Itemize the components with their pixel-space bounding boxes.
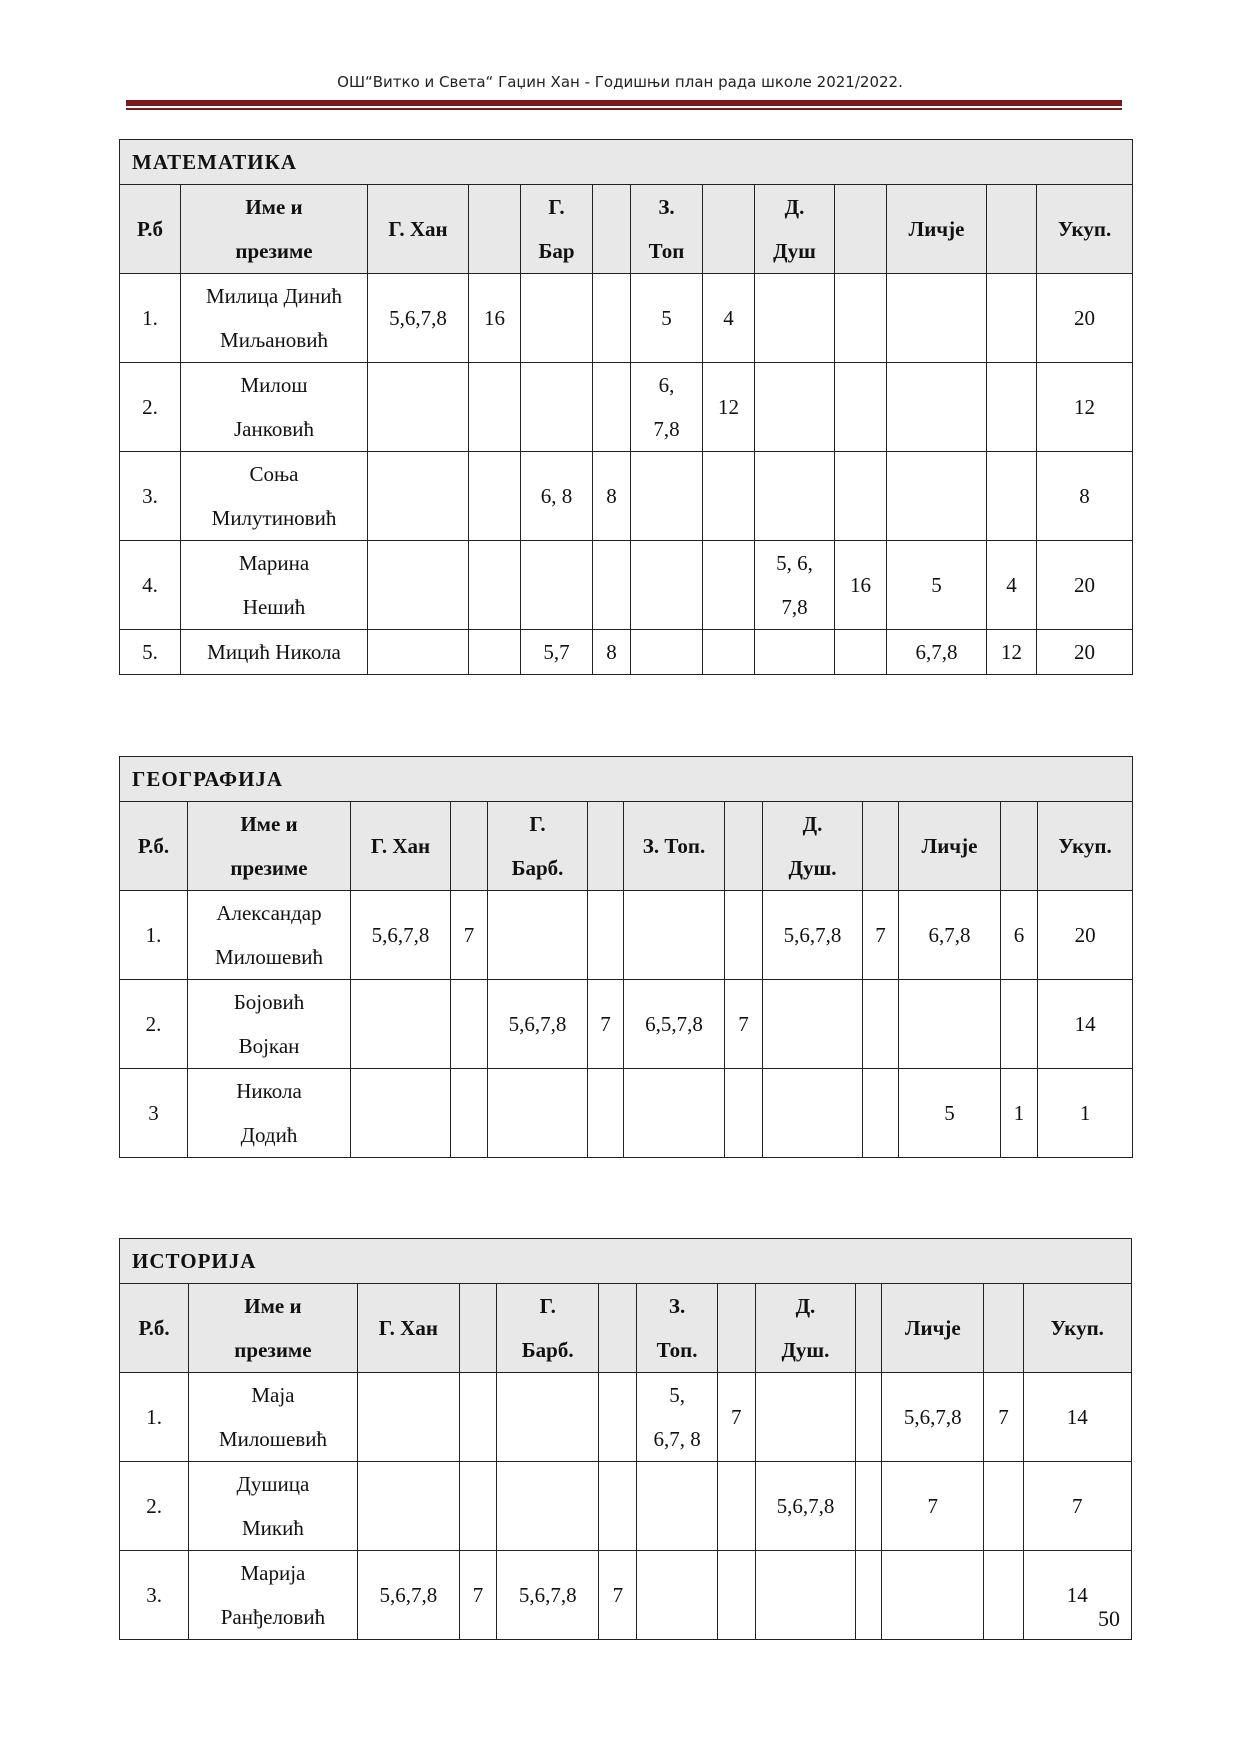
- table-cell: 12: [987, 630, 1037, 675]
- table-row: [120, 980, 1133, 1069]
- header-cell: Г. Бар: [521, 185, 593, 274]
- header-cell: Г. Барб.: [488, 802, 588, 891]
- table-cell: [521, 541, 593, 630]
- table-cell: 5,6,7,8: [763, 891, 863, 980]
- table-cell: [725, 891, 763, 980]
- header-cell: [1001, 802, 1038, 891]
- header-cell: [725, 802, 763, 891]
- table-cell: 2.: [120, 1462, 189, 1551]
- table-cell: 5,6,7,8: [357, 1551, 459, 1640]
- table-cell: 20: [1037, 630, 1133, 675]
- table-cell: 6, 7,8: [631, 363, 703, 452]
- table-row: [120, 363, 1133, 452]
- table-cell: [451, 980, 488, 1069]
- table-istorija: [119, 1238, 1132, 1640]
- table-cell: 7: [717, 1373, 755, 1462]
- table-cell: [887, 363, 987, 452]
- table-cell: [368, 363, 469, 452]
- table-cell: 5,7: [521, 630, 593, 675]
- header-cell: [703, 185, 755, 274]
- table-cell: 1: [1001, 1069, 1038, 1158]
- table-cell: 2.: [120, 363, 181, 452]
- table-cell: 5,6,7,8: [351, 891, 451, 980]
- table-cell: [835, 363, 887, 452]
- table-cell: 8: [593, 630, 631, 675]
- header-cell: Личје: [899, 802, 1001, 891]
- header-cell: З. Топ.: [637, 1284, 717, 1373]
- table-cell: 20: [1037, 274, 1133, 363]
- table-cell: Бојовић Војкан: [188, 980, 351, 1069]
- table-cell: 7: [459, 1551, 496, 1640]
- table-cell: 5, 6, 7,8: [755, 541, 835, 630]
- table-cell: 3.: [120, 452, 181, 541]
- header-cell: [599, 1284, 637, 1373]
- table-cell: [497, 1462, 599, 1551]
- table-cell: 1.: [120, 274, 181, 363]
- table-cell: [882, 1551, 984, 1640]
- table-row: [120, 1551, 1132, 1640]
- table-cell: 7: [863, 891, 899, 980]
- table-cell: [588, 891, 624, 980]
- table-cell: [887, 274, 987, 363]
- header-cell: [469, 185, 521, 274]
- header-cell: Укуп.: [1023, 1284, 1131, 1373]
- header-cell: [588, 802, 624, 891]
- table-cell: 5,6,7,8: [497, 1551, 599, 1640]
- table-cell: 1.: [120, 1373, 189, 1462]
- table-cell: Соња Милутиновић: [181, 452, 368, 541]
- table-cell: Маја Милошевић: [189, 1373, 357, 1462]
- table-cell: 1.: [120, 891, 188, 980]
- table-cell: [351, 1069, 451, 1158]
- header-cell: Личје: [887, 185, 987, 274]
- table-cell: [755, 1551, 855, 1640]
- table-row: [120, 891, 1133, 980]
- table-cell: 8: [1037, 452, 1133, 541]
- table-cell: [351, 980, 451, 1069]
- header-cell: З. Топ: [631, 185, 703, 274]
- table-cell: [631, 452, 703, 541]
- header-cell: Укуп.: [1038, 802, 1133, 891]
- table-cell: 7: [882, 1462, 984, 1551]
- table-cell: 7: [725, 980, 763, 1069]
- table-cell: [703, 452, 755, 541]
- table-cell: [451, 1069, 488, 1158]
- table-geografija: [119, 756, 1133, 1158]
- table-cell: [717, 1551, 755, 1640]
- table-cell: 16: [469, 274, 521, 363]
- table-cell: 6: [1001, 891, 1038, 980]
- table-cell: [887, 452, 987, 541]
- header-cell: [856, 1284, 882, 1373]
- header-cell: Име и презиме: [181, 185, 368, 274]
- table-cell: 14: [1038, 980, 1133, 1069]
- table-cell: [588, 1069, 624, 1158]
- table-cell: [631, 630, 703, 675]
- table-cell: 5,6,7,8: [755, 1462, 855, 1551]
- table-title: МАТЕМАТИКА: [120, 140, 1133, 185]
- table-cell: 1: [1038, 1069, 1133, 1158]
- table-cell: Марија Ранђеловић: [189, 1551, 357, 1640]
- table-cell: 2.: [120, 980, 188, 1069]
- table-cell: 12: [1037, 363, 1133, 452]
- table-cell: 14: [1023, 1551, 1131, 1640]
- header-cell: [459, 1284, 496, 1373]
- table-cell: [624, 891, 725, 980]
- header-cell: Г. Барб.: [497, 1284, 599, 1373]
- table-cell: Мицић Никола: [181, 630, 368, 675]
- table-row: [120, 541, 1133, 630]
- table-cell: [469, 363, 521, 452]
- table-cell: [497, 1373, 599, 1462]
- table-cell: [357, 1373, 459, 1462]
- table-cell: [703, 630, 755, 675]
- table-cell: [624, 1069, 725, 1158]
- table-cell: [863, 980, 899, 1069]
- table-cell: [763, 980, 863, 1069]
- header-cell: Име и презиме: [189, 1284, 357, 1373]
- table-cell: [856, 1551, 882, 1640]
- table-cell: [835, 452, 887, 541]
- table-title: ИСТОРИЈА: [120, 1239, 1132, 1284]
- table-cell: [725, 1069, 763, 1158]
- table-cell: [703, 541, 755, 630]
- table-cell: [755, 452, 835, 541]
- table-row: [120, 452, 1133, 541]
- table-cell: [863, 1069, 899, 1158]
- header-cell: [593, 185, 631, 274]
- table-cell: 5.: [120, 630, 181, 675]
- table-cell: [984, 1551, 1023, 1640]
- header-cell: [717, 1284, 755, 1373]
- table-cell: [368, 452, 469, 541]
- table-title: ГЕОГРАФИЈА: [120, 757, 1133, 802]
- table-body: [120, 274, 1133, 675]
- table-cell: [469, 630, 521, 675]
- table-cell: Милица Динић Миљановић: [181, 274, 368, 363]
- table-cell: [984, 1462, 1023, 1551]
- header-cell: Укуп.: [1037, 185, 1133, 274]
- header-cell: Д. Душ: [755, 185, 835, 274]
- table-cell: 8: [593, 452, 631, 541]
- header-cell: Име и презиме: [188, 802, 351, 891]
- table-cell: [755, 630, 835, 675]
- table-cell: [631, 541, 703, 630]
- table-cell: Милош Јанковић: [181, 363, 368, 452]
- table-header-row: [120, 1284, 1132, 1373]
- table-cell: [1001, 980, 1038, 1069]
- table-cell: [755, 1373, 855, 1462]
- table-cell: [593, 274, 631, 363]
- table-cell: 6, 8: [521, 452, 593, 541]
- table-cell: [368, 630, 469, 675]
- header-cell: [863, 802, 899, 891]
- table-cell: [368, 541, 469, 630]
- table-cell: [987, 452, 1037, 541]
- header-cell: Г. Хан: [351, 802, 451, 891]
- table-cell: 4: [703, 274, 755, 363]
- table-cell: [599, 1373, 637, 1462]
- header-cell: Р.б.: [120, 802, 188, 891]
- header-cell: Р.б: [120, 185, 181, 274]
- table-cell: [987, 363, 1037, 452]
- header-cell: Д. Душ.: [755, 1284, 855, 1373]
- table-row: [120, 1373, 1132, 1462]
- table-cell: [488, 1069, 588, 1158]
- header-cell: Д. Душ.: [763, 802, 863, 891]
- table-cell: 5, 6,7, 8: [637, 1373, 717, 1462]
- table-cell: 6,7,8: [887, 630, 987, 675]
- table-cell: 16: [835, 541, 887, 630]
- header-cell: Р.б.: [120, 1284, 189, 1373]
- table-header-row: [120, 185, 1133, 274]
- table-matematika: [119, 139, 1133, 675]
- table-cell: 4.: [120, 541, 181, 630]
- table-cell: 5,6,7,8: [488, 980, 588, 1069]
- table-cell: [987, 274, 1037, 363]
- header-rule-thin: [126, 108, 1122, 110]
- table-cell: 20: [1038, 891, 1133, 980]
- header-cell: Личје: [882, 1284, 984, 1373]
- table-cell: [763, 1069, 863, 1158]
- header-cell: Г. Хан: [357, 1284, 459, 1373]
- table-cell: [637, 1551, 717, 1640]
- table-cell: 3.: [120, 1551, 189, 1640]
- table-cell: [469, 452, 521, 541]
- page-number: 50: [1098, 1606, 1120, 1631]
- table-cell: [593, 363, 631, 452]
- table-cell: [899, 980, 1001, 1069]
- table-cell: Душица Микић: [189, 1462, 357, 1551]
- table-cell: 4: [987, 541, 1037, 630]
- table-cell: [835, 630, 887, 675]
- table-cell: 5: [631, 274, 703, 363]
- table-cell: 7: [588, 980, 624, 1069]
- table-cell: [856, 1373, 882, 1462]
- table-header-row: [120, 802, 1133, 891]
- table-row: [120, 1069, 1133, 1158]
- header-cell: Г. Хан: [368, 185, 469, 274]
- table-cell: [521, 363, 593, 452]
- table-cell: 5,6,7,8: [368, 274, 469, 363]
- header-cell: З. Топ.: [624, 802, 725, 891]
- table-row: [120, 274, 1133, 363]
- table-body: [120, 1373, 1132, 1640]
- table-cell: 5,6,7,8: [882, 1373, 984, 1462]
- table-cell: 6,7,8: [899, 891, 1001, 980]
- table-cell: 14: [1023, 1373, 1131, 1462]
- table-cell: 20: [1037, 541, 1133, 630]
- table-cell: 5: [899, 1069, 1001, 1158]
- table-cell: 6,5,7,8: [624, 980, 725, 1069]
- table-row: [120, 1462, 1132, 1551]
- table-cell: [599, 1462, 637, 1551]
- table-cell: [469, 541, 521, 630]
- table-body: [120, 891, 1133, 1158]
- table-cell: Никола Додић: [188, 1069, 351, 1158]
- header-cell: [451, 802, 488, 891]
- table-cell: 7: [599, 1551, 637, 1640]
- table-cell: 7: [984, 1373, 1023, 1462]
- table-cell: [459, 1462, 496, 1551]
- header-cell: [984, 1284, 1023, 1373]
- table-cell: 12: [703, 363, 755, 452]
- table-cell: [521, 274, 593, 363]
- table-cell: [488, 891, 588, 980]
- table-cell: 7: [1023, 1462, 1131, 1551]
- header-cell: [835, 185, 887, 274]
- header-rule-thick: [126, 100, 1122, 106]
- running-header: ОШ“Витко и Света“ Гаџин Хан - Годишњи план рада школе 2021/2022.: [337, 73, 903, 91]
- table-cell: 7: [451, 891, 488, 980]
- table-cell: [835, 274, 887, 363]
- table-cell: Марина Нешић: [181, 541, 368, 630]
- table-cell: [717, 1462, 755, 1551]
- table-cell: 3: [120, 1069, 188, 1158]
- table-cell: [755, 274, 835, 363]
- table-cell: [459, 1373, 496, 1462]
- table-cell: [637, 1462, 717, 1551]
- header-cell: [987, 185, 1037, 274]
- table-cell: Александар Милошевић: [188, 891, 351, 980]
- table-cell: [856, 1462, 882, 1551]
- table-row: [120, 630, 1133, 675]
- table-cell: [357, 1462, 459, 1551]
- table-cell: 5: [887, 541, 987, 630]
- table-cell: [755, 363, 835, 452]
- table-cell: [593, 541, 631, 630]
